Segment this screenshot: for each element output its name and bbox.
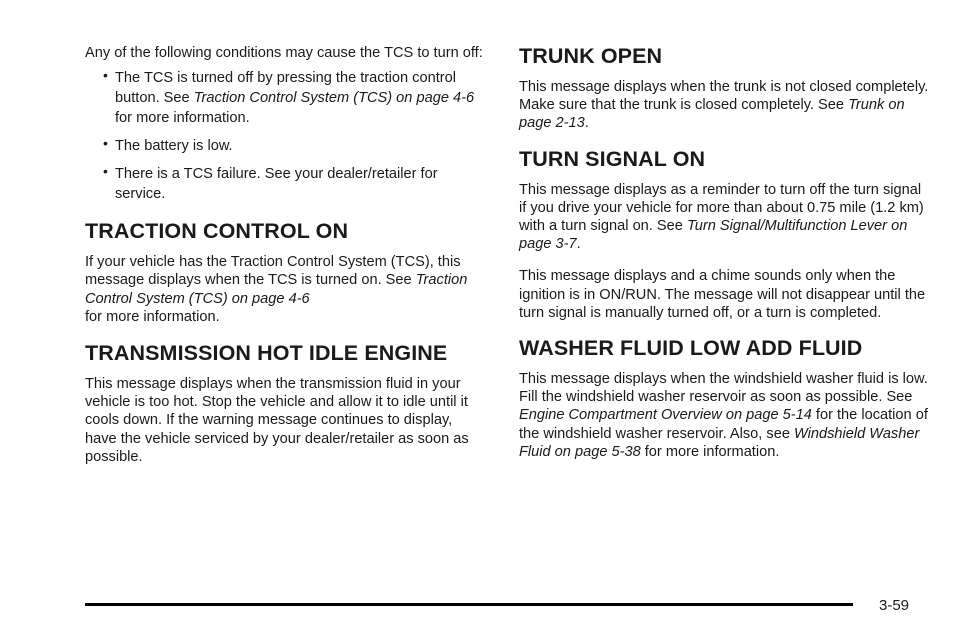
section-heading-turn-signal-on: TURN SIGNAL ON bbox=[519, 146, 706, 171]
section-heading-trunk-open: TRUNK OPEN bbox=[519, 44, 663, 68]
body-text: for more information. bbox=[640, 443, 780, 460]
cross-reference-link[interactable]: Turn Signal/Multifunction Lever on page 3-7 bbox=[519, 218, 908, 253]
cross-reference-link[interactable]: Traction Control System (TCS) on page 4-6 bbox=[85, 272, 468, 307]
section-heading-transmission-hot: TRANSMISSION HOT IDLE ENGINE bbox=[85, 341, 448, 366]
cross-reference-link[interactable]: Trunk on page 2-13 bbox=[519, 97, 905, 132]
section-body: This message displays and a chime sounds only when the ignition is in ON/RUN. The message will not disappear until the turn signal is manually turned off, or a turn is completed. bbox=[519, 268, 926, 321]
body-text: This message displays when the windshield washer fluid is low. Fill the windshield washer reservoir as soon as possible. See bbox=[519, 371, 928, 406]
section-body bbox=[519, 370, 929, 461]
body-text: for the location of the windshield washer reservoir. Also, see bbox=[519, 407, 928, 442]
bullet-icon: • bbox=[103, 67, 108, 84]
body-text: . bbox=[584, 115, 589, 132]
bullet-icon: • bbox=[103, 135, 108, 152]
body-text: This message displays as a reminder to turn off the turn signal if you drive your vehicle for more than about 0.75 mile (1.2 km) with a turn signal on. See bbox=[519, 181, 924, 235]
list-item bbox=[103, 163, 483, 204]
tcs-off-conditions-list bbox=[85, 68, 483, 204]
tcs-off-intro: Any of the following conditions may cause the TCS to turn off: bbox=[85, 45, 483, 61]
body-text: If your vehicle has the Traction Control System (TCS), this message displays when the TCS is turned on. See bbox=[85, 254, 461, 289]
cross-reference-link[interactable]: Traction Control System (TCS) on page 4-6 bbox=[193, 90, 475, 107]
body-text: This message displays when the trunk is not closed completely. Make sure that the trunk is closed completely. See bbox=[519, 79, 929, 114]
cross-reference-link[interactable]: Engine Compartment Overview on page 5-14 bbox=[519, 407, 812, 424]
section-heading-traction-control-on: TRACTION CONTROL ON bbox=[85, 219, 349, 244]
page-number: 3-59 bbox=[879, 597, 910, 614]
section-body bbox=[519, 181, 929, 254]
cross-reference-link[interactable]: Windshield Washer Fluid on page 5-38 bbox=[519, 425, 920, 460]
section-heading-washer-fluid-low: WASHER FLUID LOW ADD FLUID bbox=[519, 336, 863, 361]
list-item-text: The TCS is turned off by pressing the traction control button. See bbox=[115, 70, 456, 107]
list-item-text: for more information. bbox=[115, 110, 250, 127]
body-text: . bbox=[576, 236, 581, 253]
right-column bbox=[519, 44, 929, 475]
section-body bbox=[85, 253, 483, 326]
list-item bbox=[103, 135, 483, 156]
section-body: This message displays when the transmission fluid in your vehicle is too hot. Stop the vehicle and allow it to idle until it cools down. If the warning message continues to display, have the vehicle serviced by your dealer/retailer as soon as possible. bbox=[85, 376, 469, 465]
section-body bbox=[519, 78, 929, 133]
list-item bbox=[103, 67, 483, 128]
list-item-text: The battery is low. bbox=[115, 138, 233, 155]
body-text: for more information. bbox=[85, 308, 220, 325]
footer-rule bbox=[85, 603, 853, 606]
list-item-text: There is a TCS failure. See your dealer/retailer for service. bbox=[115, 166, 438, 203]
bullet-icon: • bbox=[103, 163, 108, 180]
left-column bbox=[85, 44, 483, 480]
